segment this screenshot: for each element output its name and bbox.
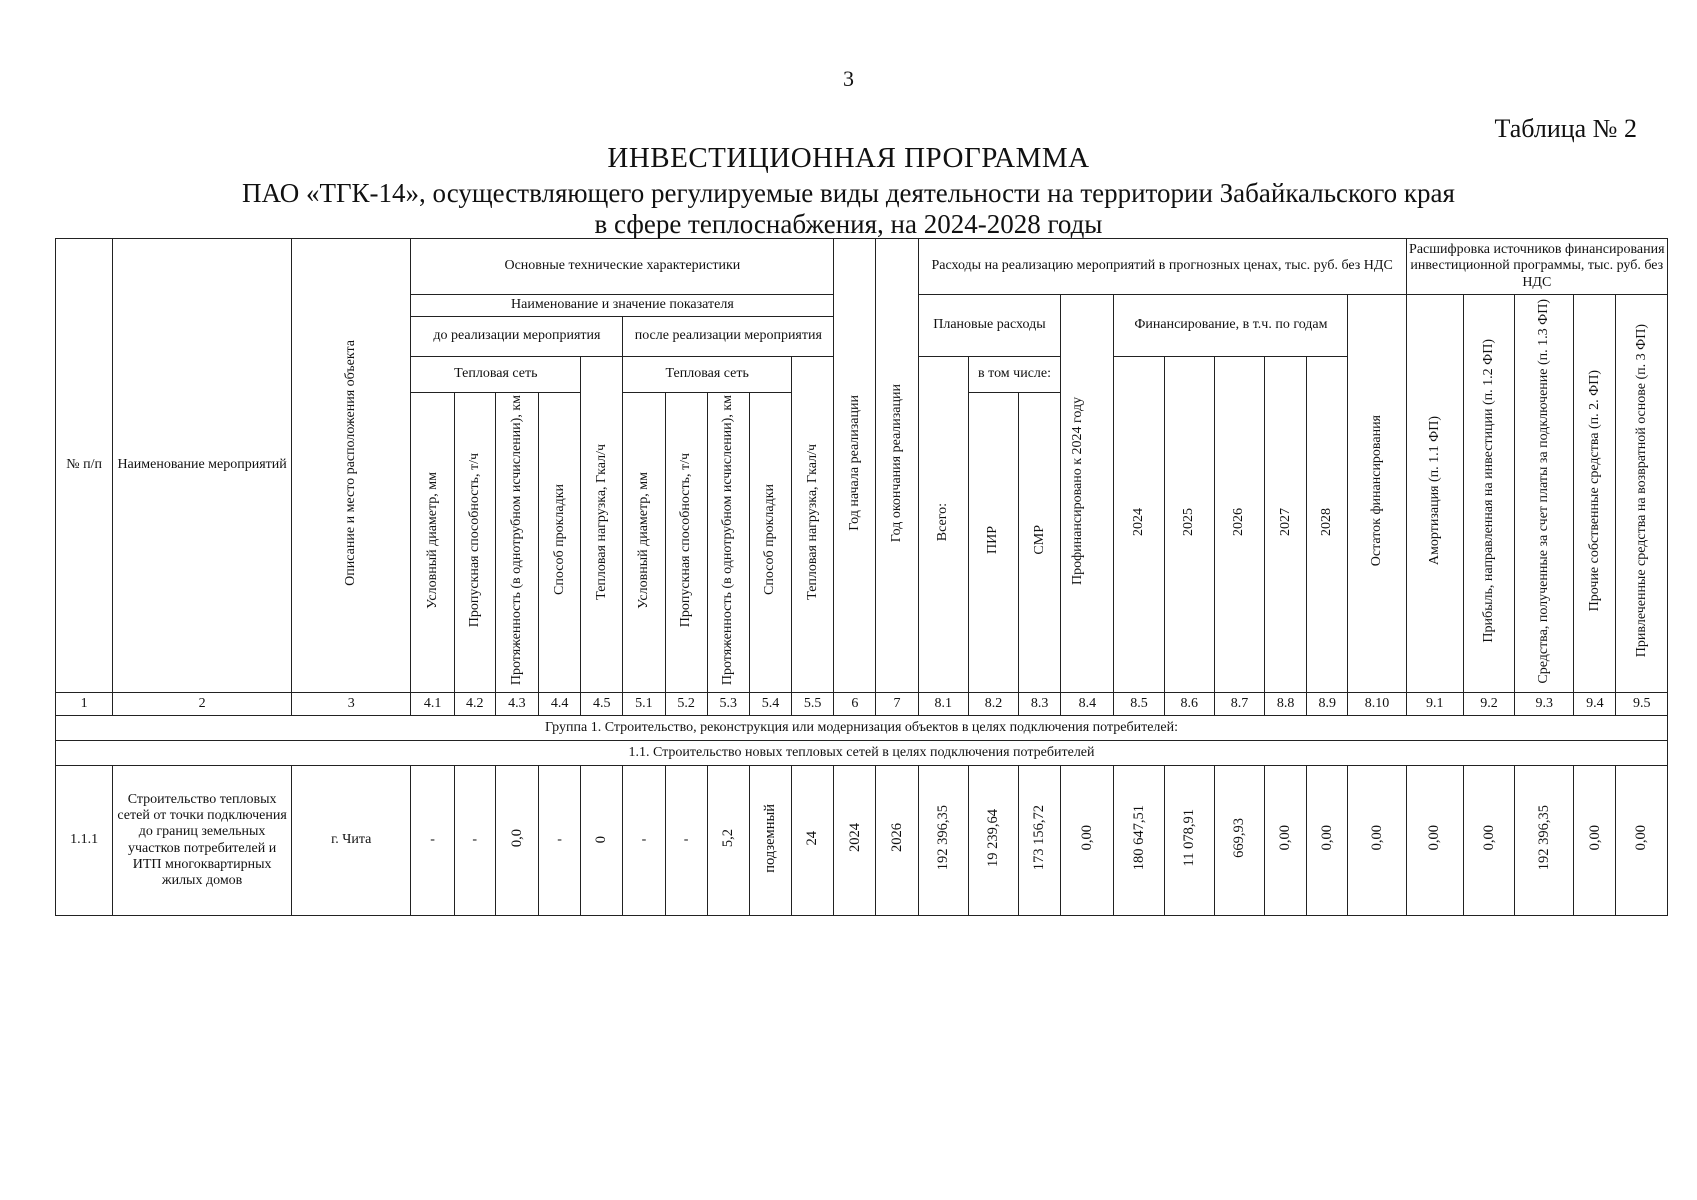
header-length-before-text: Протяженность (в однотрубном исчислении), км [508, 394, 524, 686]
header-sources: Расшифровка источников финансирования инвестиционной программы, тыс. руб. без НДС [1406, 239, 1667, 295]
header-load-after-text: Тепловая нагрузка, Гкал/ч [804, 444, 820, 600]
row-prefin: 0,00 [1078, 825, 1095, 851]
header-2024 [1114, 357, 1164, 693]
header-location [291, 239, 411, 693]
header-load-before-text: Тепловая нагрузка, Гкал/ч [593, 444, 609, 600]
header-after: после реализации мероприятия [623, 317, 834, 357]
header-borrowed-text: Привлеченные средства на возвратной основе (п. 3 ФП) [1633, 324, 1649, 658]
row-other-own: 0,00 [1586, 825, 1603, 851]
header-2025 [1164, 357, 1214, 693]
row-pir-cell [968, 766, 1018, 916]
row-end: 2026 [888, 823, 905, 853]
colnum: 8.9 [1307, 693, 1348, 716]
row-prefin-cell [1061, 766, 1114, 916]
header-remaining-text: Остаток финансирования [1368, 415, 1384, 567]
header-name: Наименование мероприятий [113, 239, 292, 693]
header-length-before [495, 393, 538, 693]
colnum: 8.8 [1265, 693, 1307, 716]
header-costs: Расходы на реализацию мероприятий в прогнозных ценах, тыс. руб. без НДС [918, 239, 1406, 295]
row-2026-cell [1214, 766, 1264, 916]
header-amort-text: Амортизация (п. 1.1 ФП) [1426, 416, 1442, 566]
colnum: 8.7 [1214, 693, 1264, 716]
colnum: 8.5 [1114, 693, 1164, 716]
row-a-load-cell [792, 766, 834, 916]
row-2028-cell [1307, 766, 1348, 916]
header-profit-text: Прибыль, направленная на инвестиции (п. 1.2 ФП) [1480, 339, 1496, 643]
colnum: 6 [834, 693, 876, 716]
colnum: 1 [56, 693, 113, 716]
header-2025-text: 2025 [1181, 507, 1197, 536]
header-load-before [581, 357, 623, 693]
row-profit-cell [1463, 766, 1514, 916]
header-capacity-after [665, 393, 707, 693]
header-capacity-after-text: Пропускная способность, т/ч [678, 452, 694, 628]
header-pir-text: ПИР [985, 525, 1001, 554]
header-2024-text: 2024 [1130, 507, 1146, 536]
header-laying-after [749, 393, 791, 693]
row-a-diameter: - [623, 766, 665, 916]
header-prefinanced [1061, 295, 1114, 693]
header-indicator: Наименование и значение показателя [411, 295, 834, 317]
header-start-year [834, 239, 876, 693]
row-borrowed-cell [1616, 766, 1668, 916]
header-2028-text: 2028 [1319, 507, 1335, 536]
colnum: 5.4 [749, 693, 791, 716]
header-connection [1515, 295, 1574, 693]
row-profit: 0,00 [1480, 825, 1497, 851]
row-amort: 0,00 [1426, 825, 1443, 851]
header-end-year-text: Год окончания реализации [889, 383, 904, 543]
header-capacity-before [454, 393, 495, 693]
colnum: 5.1 [623, 693, 665, 716]
header-2026 [1214, 357, 1264, 693]
header-length-after [707, 393, 749, 693]
header-total [918, 357, 968, 693]
header-smr-text: СМР [1031, 525, 1047, 555]
colnum: 8.2 [968, 693, 1018, 716]
row-2028: 0,00 [1318, 825, 1335, 851]
header-network-after: Тепловая сеть [623, 357, 792, 393]
row-other-own-cell [1574, 766, 1616, 916]
header-2026-text: 2026 [1231, 507, 1247, 536]
header-location-text: Описание и место расположения объекта [343, 340, 359, 586]
colnum: 9.3 [1515, 693, 1574, 716]
colnum: 3 [291, 693, 411, 716]
row-b-capacity: - [454, 766, 495, 916]
row-name: Строительство тепловых сетей от точки подключения до границ земельных участков потребителей и ИТП многоквартирных жилых домов [113, 766, 292, 916]
row-a-length: 5,2 [719, 828, 736, 848]
row-total-cell [918, 766, 968, 916]
header-diameter-after [623, 393, 665, 693]
row-location: г. Чита [291, 766, 411, 916]
row-start: 2024 [846, 823, 863, 853]
colnum: 8.6 [1164, 693, 1214, 716]
row-remaining: 0,00 [1368, 825, 1385, 851]
row-a-laying-cell [749, 766, 791, 916]
header-diameter-before [411, 393, 454, 693]
row-2025-cell [1164, 766, 1214, 916]
header-num: № п/п [56, 239, 113, 693]
row-b-load: 0 [593, 836, 610, 844]
row-2025: 11 078,91 [1180, 809, 1197, 867]
row-b-laying: - [539, 766, 581, 916]
row-2024: 180 647,51 [1130, 805, 1147, 871]
colnum: 5.3 [707, 693, 749, 716]
colnum: 4.5 [581, 693, 623, 716]
header-profit [1463, 295, 1514, 693]
header-tech: Основные технические характеристики [411, 239, 834, 295]
row-a-laying: подземный [762, 803, 779, 873]
table-row [56, 766, 1668, 916]
header-including: в том числе: [968, 357, 1060, 393]
document-title: ИНВЕСТИЦИОННАЯ ПРОГРАММА [607, 142, 1090, 174]
header-smr [1019, 393, 1061, 693]
header-other-own-text: Прочие собственные средства (п. 2. ФП) [1586, 370, 1602, 612]
header-2027 [1265, 357, 1307, 693]
row-smr-cell [1019, 766, 1061, 916]
colnum: 7 [876, 693, 918, 716]
header-load-after [792, 357, 834, 693]
colnum: 8.4 [1061, 693, 1114, 716]
header-length-after-text: Протяженность (в однотрубном исчислении), км [720, 394, 736, 686]
row-pir: 19 239,64 [985, 808, 1002, 867]
row-a-length-cell [707, 766, 749, 916]
row-2027: 0,00 [1277, 825, 1294, 851]
investment-table [55, 238, 1668, 916]
row-smr: 173 156,72 [1031, 805, 1048, 871]
header-prefinanced-text: Профинансировано к 2024 году [1070, 396, 1086, 586]
row-a-capacity: - [665, 766, 707, 916]
colnum: 4.2 [454, 693, 495, 716]
header-laying-after-text: Способ прокладки [762, 484, 778, 596]
row-b-length: 0,0 [508, 828, 525, 848]
header-amort [1406, 295, 1463, 693]
header-remaining [1348, 295, 1406, 693]
header-before: до реализации мероприятия [411, 317, 623, 357]
header-capacity-before-text: Пропускная способность, т/ч [466, 452, 482, 628]
header-network-before: Тепловая сеть [411, 357, 581, 393]
colnum: 4.1 [411, 693, 454, 716]
colnum: 8.10 [1348, 693, 1406, 716]
header-end-year [876, 239, 918, 693]
header-pir [968, 393, 1018, 693]
row-2027-cell [1265, 766, 1307, 916]
row-2024-cell [1114, 766, 1164, 916]
header-borrowed [1616, 295, 1668, 693]
header-diameter-before-text: Условный диаметр, мм [424, 471, 440, 609]
row-connection-cell [1515, 766, 1574, 916]
header-2027-text: 2027 [1277, 507, 1293, 536]
header-financing: Финансирование, в т.ч. по годам [1114, 295, 1348, 357]
header-laying-before [539, 393, 581, 693]
colnum: 9.1 [1406, 693, 1463, 716]
page-number: 3 [843, 66, 854, 91]
row-total: 192 396,35 [934, 805, 951, 871]
colnum: 8.3 [1019, 693, 1061, 716]
colnum: 9.5 [1616, 693, 1668, 716]
document-subtitle: ПАО «ТГК-14», осуществляющего регулируемые виды деятельности на территории Забайкальского края [242, 178, 1455, 208]
row-connection: 192 396,35 [1535, 805, 1552, 871]
header-planned: Плановые расходы [918, 295, 1061, 357]
document-subtitle-2: в сфере теплоснабжения, на 2024-2028 годы [594, 209, 1103, 239]
row-start-cell [834, 766, 876, 916]
row-b-diameter: - [411, 766, 454, 916]
row-num: 1.1.1 [56, 766, 113, 916]
row-2026: 669,93 [1231, 818, 1248, 858]
colnum: 5.2 [665, 693, 707, 716]
row-remaining-cell [1348, 766, 1406, 916]
header-total-text: Всего: [935, 502, 951, 542]
colnum: 4.3 [495, 693, 538, 716]
row-borrowed: 0,00 [1633, 825, 1650, 851]
row-amort-cell [1406, 766, 1463, 916]
colnum: 4.4 [539, 693, 581, 716]
header-diameter-after-text: Условный диаметр, мм [635, 471, 651, 609]
header-connection-text: Средства, полученные за счет платы за подключение (п. 1.3 ФП) [1536, 298, 1552, 684]
header-other-own [1574, 295, 1616, 693]
table-number: Таблица № 2 [1494, 114, 1637, 143]
header-2028 [1307, 357, 1348, 693]
header-laying-before-text: Способ прокладки [551, 484, 567, 596]
row-end-cell [876, 766, 918, 916]
header-start-year-text: Год начала реализации [846, 395, 862, 531]
column-numbers-row [56, 693, 1668, 716]
row-b-length-cell [495, 766, 538, 916]
row-b-load-cell [581, 766, 623, 916]
group-1-1-row: 1.1. Строительство новых тепловых сетей в целях подключения потребителей [56, 741, 1668, 766]
row-a-load: 24 [804, 830, 821, 846]
colnum: 8.1 [918, 693, 968, 716]
colnum: 2 [113, 693, 292, 716]
group-1-row: Группа 1. Строительство, реконструкция или модернизация объектов в целях подключения потребителей: [56, 716, 1668, 741]
colnum: 5.5 [792, 693, 834, 716]
colnum: 9.4 [1574, 693, 1616, 716]
colnum: 9.2 [1463, 693, 1514, 716]
